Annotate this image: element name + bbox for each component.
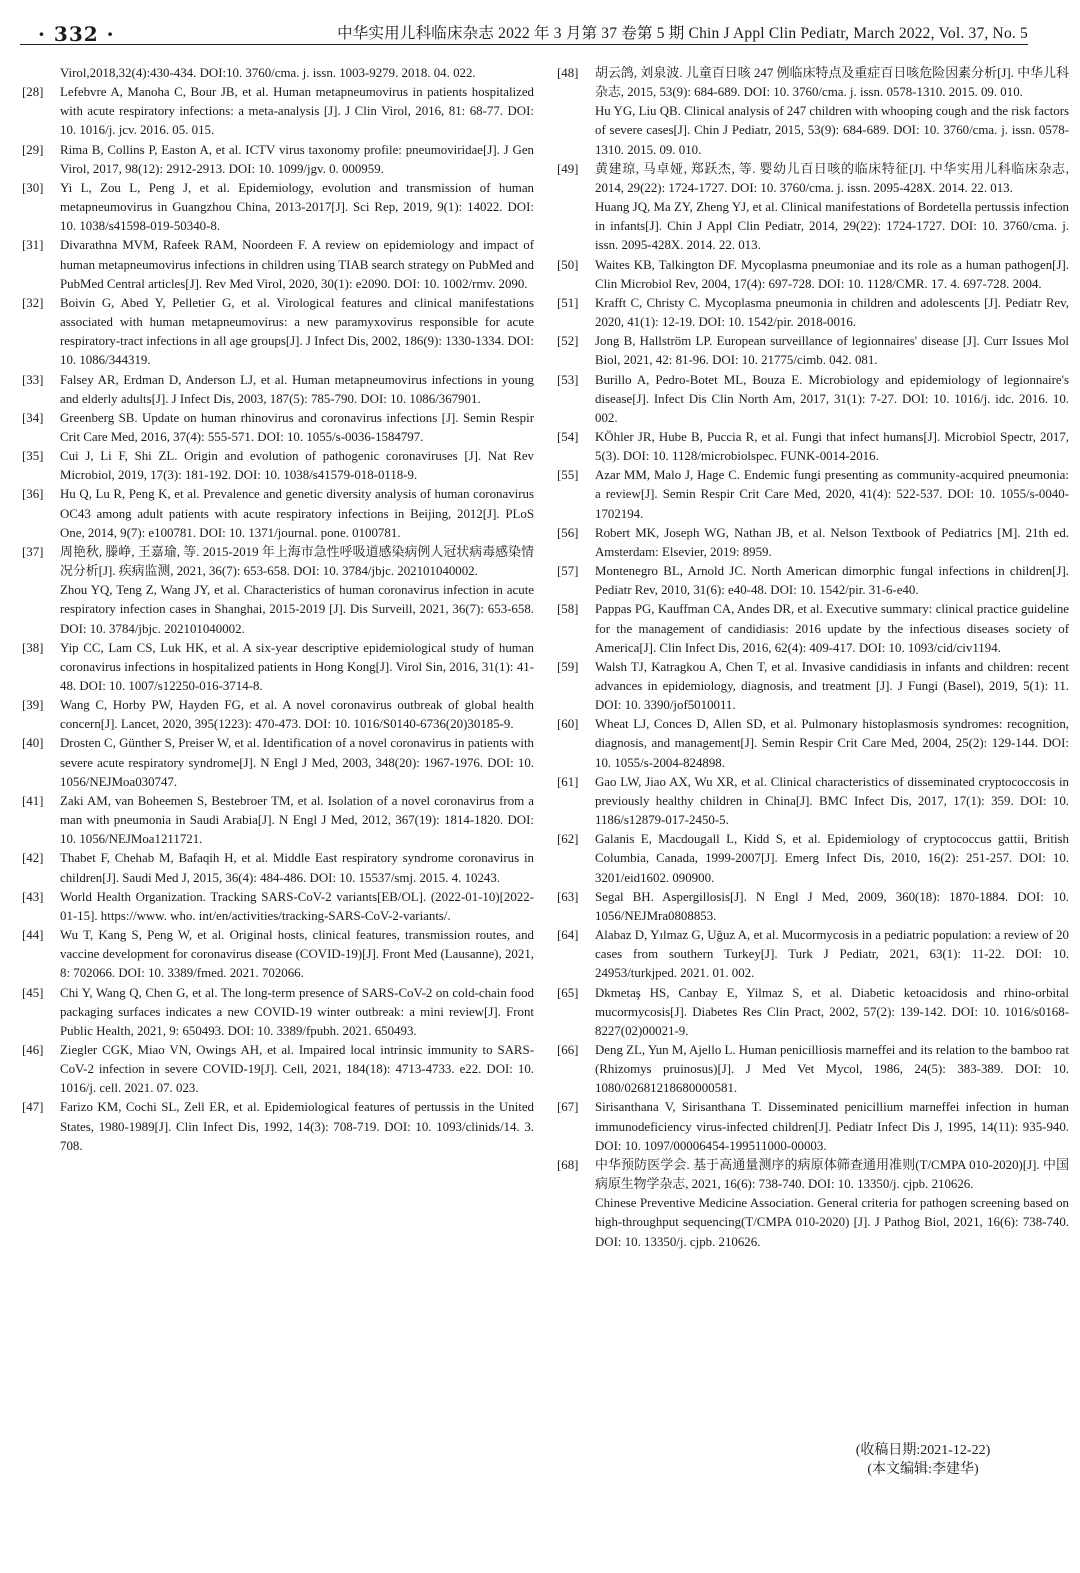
reference-number: [44] bbox=[22, 928, 44, 943]
reference-number: [30] bbox=[22, 180, 44, 195]
reference-number: [52] bbox=[557, 334, 579, 349]
reference-item bbox=[557, 1041, 1069, 1098]
reference-text: World Health Organization. Tracking SARS-CoV-2 variants[EB/OL]. (2022-01-10)[2022-01-15]. https://www. who. int/en/activities/tracking-SARS-CoV-2-variants/. bbox=[60, 889, 534, 923]
right-reference-list bbox=[557, 64, 1069, 1252]
left-column bbox=[22, 64, 534, 1156]
reference-item bbox=[557, 926, 1069, 983]
reference-item bbox=[557, 294, 1069, 332]
reference-text: Wang C, Horby PW, Hayden FG, et al. A novel coronavirus outbreak of global health concern[J]. Lancet, 2020, 395(1223): 470-473. DOI: 10. 1016/S0140-6736(20)30185-9. bbox=[60, 698, 534, 732]
reference-number: [62] bbox=[557, 832, 579, 847]
reference-text: Thabet F, Chehab M, Bafaqih H, et al. Middle East respiratory syndrome coronavirus in children[J]. Saudi Med J, 2015, 36(4): 484-486. DOI: 10. 15537/smj. 2015. 4. 10243. bbox=[60, 851, 534, 885]
reference-item bbox=[557, 773, 1069, 830]
reference-number: [60] bbox=[557, 717, 579, 732]
reference-text: Greenberg SB. Update on human rhinovirus and coronavirus infections [J]. Semin Respir Crit Care Med, 2016, 37(4): 555-571. DOI: 10. 1055/s-0036-1584797. bbox=[60, 410, 534, 444]
reference-translation: Zhou YQ, Teng Z, Wang JY, et al. Characteristics of human coronavirus infection in acute respiratory infection cases in Shanghai, 2015-2019 [J]. Dis Surveill, 2021, 36(7): 653-658. DOI: 10. 3784/jbjc. 202101040002. bbox=[60, 583, 534, 636]
reference-text: Walsh TJ, Katragkou A, Chen T, et al. Invasive candidiasis in infants and children: recent advances in epidemiology, diagnosis, and treatment [J]. J Fungi (Basel), 2019, 5(1): 11. DOI: 10. 3390/jof5010011. bbox=[595, 659, 1069, 713]
reference-item bbox=[557, 160, 1069, 198]
left-reference-list bbox=[22, 83, 534, 1156]
reference-number: [38] bbox=[22, 640, 44, 655]
reference-number: [55] bbox=[557, 468, 579, 483]
reference-item bbox=[557, 658, 1069, 715]
reference-number: [34] bbox=[22, 410, 44, 425]
reference-text: Sirisanthana V, Sirisanthana T. Disseminated penicillium marneffei infection in human immunodeficiency virus-infected children[J]. Pediatr Infect Dis J, 1995, 14(11): 935-940. DOI: 10. 1097/00006454-199511000-00003. bbox=[595, 1100, 1069, 1153]
reference-item bbox=[22, 179, 534, 236]
reference-item bbox=[557, 715, 1069, 772]
reference-text: Zaki AM, van Boheemen S, Bestebroer TM, et al. Isolation of a novel coronavirus from a man with pneumonia in Saudi Arabia[J]. N Engl J Med, 2012, 367(19): 1814-1820. DOI: 10. 1056/NEJMoa1211721. bbox=[60, 793, 534, 847]
reference-number: [35] bbox=[22, 449, 44, 464]
reference-item bbox=[557, 524, 1069, 562]
reference-number: [28] bbox=[22, 85, 44, 100]
reference-number: [56] bbox=[557, 525, 579, 540]
reference-item bbox=[557, 466, 1069, 523]
reference-text: Drosten C, Günther S, Preiser W, et al. Identification of a novel coronavirus in patients with severe acute respiratory syndrome[J]. N Engl J Med, 2003, 348(20): 1967-1976. DOI: 10. 1056/NEJMoa030747. bbox=[60, 736, 534, 789]
reference-item bbox=[557, 256, 1069, 294]
reference-item bbox=[557, 428, 1069, 466]
reference-item bbox=[22, 141, 534, 179]
reference-item bbox=[22, 485, 534, 542]
reference-text: Pappas PG, Kauffman CA, Andes DR, et al. Executive summary: clinical practice guideline for the management of candidiasis: 2016 update by the infectious diseases society of America[J]. Clin Infect Dis, 2016, 62(4): 409-417. DOI: 10. 1093/cid/civ1194. bbox=[595, 602, 1069, 655]
reference-item bbox=[557, 371, 1069, 428]
reference-text: Galanis E, Macdougall L, Kidd S, et al. Epidemiology of cryptococcus gattii, British Columbia, Canada, 1999-2007[J]. Emerg Infect Dis, 2010, 16(2): 251-257. DOI: 10. 3201/eid1602. 090900. bbox=[595, 832, 1069, 885]
reference-number: [53] bbox=[557, 372, 579, 387]
reference-text: Gao LW, Jiao AX, Wu XR, et al. Clinical characteristics of disseminated cryptococcosis in previously healthy children in China[J]. BMC Infect Dis, 2017, 17(1): 359. DOI: 10. 1186/s12879-017-2450-5. bbox=[595, 774, 1069, 828]
reference-number: [31] bbox=[22, 238, 44, 253]
reference-item bbox=[557, 64, 1069, 102]
reference-text: Robert MK, Joseph WG, Nathan JB, et al. Nelson Textbook of Pediatrics [M]. 21th ed. Amsterdam: Elsevier, 2019: 8959. bbox=[595, 525, 1069, 559]
reference-item bbox=[22, 734, 534, 791]
reference-text: Waites KB, Talkington DF. Mycoplasma pneumoniae and its role as a human pathogen[J]. Clin Microbiol Rev, 2004, 17(4): 697-728. DOI: 10. 1128/CMR. 17. 4. 697-728. 2004. bbox=[595, 257, 1069, 291]
reference-text: KÖhler JR, Hube B, Puccia R, et al. Fungi that infect humans[J]. Microbiol Spectr, 2017, 5(3). DOI: 10. 1128/microbiolspec. FUNK-0014-2016. bbox=[595, 429, 1069, 464]
reference-number: [32] bbox=[22, 295, 44, 310]
reference-text: Wu T, Kang S, Peng W, et al. Original hosts, clinical features, transmission routes, and vaccine development for coronavirus disease (COVID-19)[J]. Front Med (Lausanne), 2021, 8: 702066. DOI: 10. 3389/fmed. 2021. 702066. bbox=[60, 928, 534, 981]
reference-number: [68] bbox=[557, 1157, 579, 1172]
reference-text: Azar MM, Malo J, Hage C. Endemic fungi presenting as community-acquired pneumonia: a review[J]. Semin Respir Crit Care Med, 2020, 41(4): 522-537. DOI: 10. 1055/s-0040-1702194. bbox=[595, 468, 1069, 521]
reference-item bbox=[22, 294, 534, 371]
reference-text: Yi L, Zou L, Peng J, et al. Epidemiology, evolution and transmission of human metapneumovirus in Guangzhou China, 2013-2017[J]. Sci Rep, 2019, 9(1): 14022. DOI: 10. 1038/s41598-019-50340-8. bbox=[60, 180, 534, 234]
reference-text: Rima B, Collins P, Easton A, et al. ICTV virus taxonomy profile: pneumoviridae[J]. J Gen Virol, 2017, 98(12): 2912-2913. DOI: 10. 1099/jgv. 0. 000959. bbox=[60, 142, 534, 176]
reference-number: [39] bbox=[22, 698, 44, 713]
reference-text: Boivin G, Abed Y, Pelletier G, et al. Virological features and clinical manifestations associated with human metapneumovirus: a new paramyxovirus responsible for acute respiratory-tract infections in all age groups[J]. J Infect Dis, 2002, 186(9): 1330-1334. DOI: 10. 1086/344319. bbox=[60, 295, 534, 368]
reference-continuation: Virol,2018,32(4):430-434. DOI:10. 3760/cma. j. issn. 1003-9279. 2018. 04. 022. bbox=[60, 66, 476, 80]
reference-item bbox=[557, 1156, 1069, 1194]
reference-item bbox=[22, 849, 534, 887]
reference-number: [49] bbox=[557, 161, 579, 176]
reference-item bbox=[557, 1098, 1069, 1155]
reference-item bbox=[22, 888, 534, 926]
reference-number: [33] bbox=[22, 372, 44, 387]
reference-text: Hu Q, Lu R, Peng K, et al. Prevalence and genetic diversity analysis of human coronavirus OC43 among adult patients with acute respiratory infections in Beijing, 2012[J]. PLoS One, 2014, 9(7): e100781. DOI: 10. 1371/journal. pone. 0100781. bbox=[60, 487, 534, 540]
reference-number: [45] bbox=[22, 985, 44, 1000]
reference-number: [47] bbox=[22, 1100, 44, 1115]
reference-text: Krafft C, Christy C. Mycoplasma pneumonia in children and adolescents [J]. Pediatr Rev, 2020, 41(1): 12-19. DOI: 10. 1542/pir. 2018-0016. bbox=[595, 295, 1069, 330]
reference-number: [59] bbox=[557, 659, 579, 674]
reference-item bbox=[22, 696, 534, 734]
reference-item bbox=[557, 332, 1069, 370]
page-number: · 332 · bbox=[38, 22, 115, 46]
reference-number: [64] bbox=[557, 928, 579, 943]
reference-number: [50] bbox=[557, 257, 579, 272]
reference-text: Alabaz D, Yılmaz G, Uğuz A, et al. Mucormycosis in a pediatric population: a review of 20 cases from southern Turkey[J]. Turk J Pediatr, 2021, 63(1): 11-22. DOI: 10. 24953/turkjped. 2021. 01. 002. bbox=[595, 928, 1069, 981]
reference-text: 黄建琼, 马卓娅, 郑跃杰, 等. 婴幼儿百日咳的临床特征[J]. 中华实用儿科临床杂志, 2014, 29(22): 1724-1727. DOI: 10. 3760/cma. j. issn. 2095-428X. 2014. 22. 013. bbox=[595, 161, 1069, 195]
reference-number: [63] bbox=[557, 889, 579, 904]
reference-item bbox=[22, 83, 534, 140]
reference-text: Montenegro BL, Arnold JC. North American dimorphic fungal infections in children[J]. Pediatr Rev, 2010, 31(6): e40-48. DOI: 10. 1542/pir. 31-6-e40. bbox=[595, 564, 1069, 598]
article-footer bbox=[778, 1441, 1068, 1479]
reference-text: Burillo A, Pedro-Botet ML, Bouza E. Microbiology and epidemiology of legionnaire's disease[J]. Infect Dis Clin North Am, 2017, 31(1): 7-27. DOI: 10. 1016/j. idc. 2016. 10. 002. bbox=[595, 372, 1069, 425]
reference-text: Wheat LJ, Conces D, Allen SD, et al. Pulmonary histoplasmosis syndromes: recognition, diagnosis, and management[J]. Semin Respir Crit Care Med, 2004, 25(2): 129-144. DOI: 10. 1055/s-2004-824898. bbox=[595, 717, 1069, 770]
reference-number: [67] bbox=[557, 1100, 579, 1115]
reference-text: Farizo KM, Cochi SL, Zell ER, et al. Epidemiological features of pertussis in the United States, 1980-1989[J]. Clin Infect Dis, 1992, 14(3): 708-719. DOI: 10. 1093/clinids/14. 3. 708. bbox=[60, 1100, 534, 1153]
reference-item bbox=[22, 1041, 534, 1098]
reference-item bbox=[22, 371, 534, 409]
reference-number: [41] bbox=[22, 793, 44, 808]
reference-item bbox=[557, 562, 1069, 600]
reference-number: [46] bbox=[22, 1042, 44, 1057]
journal-title: 中华实用儿科临床杂志 2022 年 3 月第 37 卷第 5 期 Chin J Appl Clin Pediatr, March 2022, Vol. 37, No. 5 bbox=[337, 25, 1028, 42]
editor-note: (本文编辑:李建华) bbox=[867, 1462, 979, 1477]
reference-text: Divarathna MVM, Rafeek RAM, Noordeen F. A review on epidemiology and impact of human metapneumovirus infections in children using TIAB search strategy on PubMed and PubMed Central articles[J]. Rev Med Virol, 2020, 30(1): e2090. DOI: 10. 1002/rmv. 2090. bbox=[60, 238, 534, 291]
reference-text: Segal BH. Aspergillosis[J]. N Engl J Med, 2009, 360(18): 1870-1884. DOI: 10. 1056/NEJMra0808853. bbox=[595, 889, 1069, 923]
reference-translation: Hu YG, Liu QB. Clinical analysis of 247 children with whooping cough and the risk factors of severe cases[J]. Chin J Pediatr, 2015, 53(9): 684-689. DOI: 10. 3760/cma. j. issn. 0578-1310. 2015. 09. 010. bbox=[595, 104, 1069, 157]
reference-number: [29] bbox=[22, 142, 44, 157]
reference-text: Jong B, Hallström LP. European surveillance of legionnaires' disease [J]. Curr Issues Mol Biol, 2021, 42: 81-96. DOI: 10. 21775/cimb. 042. 081. bbox=[595, 334, 1069, 368]
reference-text: Falsey AR, Erdman D, Anderson LJ, et al. Human metapneumovirus infections in young and elderly adults[J]. J Infect Dis, 2003, 187(5): 785-790. DOI: 10. 1086/367901. bbox=[60, 372, 534, 406]
reference-number: [58] bbox=[557, 602, 579, 617]
reference-number: [61] bbox=[557, 774, 579, 789]
reference-number: [65] bbox=[557, 985, 579, 1000]
reference-number: [57] bbox=[557, 564, 579, 579]
reference-item bbox=[22, 409, 534, 447]
reference-item bbox=[22, 1098, 534, 1155]
reference-text: Chi Y, Wang Q, Chen G, et al. The long-term presence of SARS-CoV-2 on cold-chain food packaging surfaces indicates a new COVID-19 winter outbreak: a mini review[J]. Front Public Health, 2021, 9: 650493. DOI: 10. 3389/fpubh. 2021. 650493. bbox=[60, 985, 534, 1038]
reference-number: [42] bbox=[22, 851, 44, 866]
reference-text: Ziegler CGK, Miao VN, Owings AH, et al. Impaired local intrinsic immunity to SARS-CoV-2 infection in severe COVID-19[J]. Cell, 2021, 184(18): 4713-4733. e22. DOI: 10. 1016/j. cell. 2021. 07. 023. bbox=[60, 1042, 534, 1096]
reference-number: [66] bbox=[557, 1042, 579, 1057]
reference-text: Lefebvre A, Manoha C, Bour JB, et al. Human metapneumovirus in patients hospitalized with acute respiratory infections: a meta-analysis [J]. J Clin Virol, 2016, 81: 68-77. DOI: 10. 1016/j. jcv. 2016. 05. 015. bbox=[60, 85, 534, 138]
reference-number: [43] bbox=[22, 889, 44, 904]
reference-number: [54] bbox=[557, 429, 579, 444]
reference-item bbox=[22, 543, 534, 581]
reference-number: [40] bbox=[22, 736, 44, 751]
reference-item bbox=[22, 926, 534, 983]
reference-text: Cui J, Li F, Shi ZL. Origin and evolution of pathogenic coronaviruses [J]. Nat Rev Microbiol, 2019, 17(3): 181-192. DOI: 10. 1038/s41579-018-0118-9. bbox=[60, 449, 534, 483]
reference-text: 周艳秋, 滕峥, 王嘉瑜, 等. 2015-2019 年上海市急性呼吸道感染病例人冠状病毒感染情况分析[J]. 疾病监测, 2021, 36(7): 653-658. DOI: 10. 3784/jbjc. 202101040002. bbox=[60, 544, 534, 579]
reference-number: [48] bbox=[557, 66, 579, 80]
reference-item bbox=[557, 888, 1069, 926]
reference-translation: Chinese Preventive Medicine Association. General criteria for pathogen screening based on high-throughput sequencing(T/CMPA 010-2020) [J]. J Pathog Biol, 2021, 16(6): 738-740. DOI: 10. 13350/j. cjpb. 210626. bbox=[595, 1196, 1069, 1249]
received-date: (收稿日期:2021-12-22) bbox=[855, 1443, 991, 1458]
reference-text: Deng ZL, Yun M, Ajello L. Human penicilliosis marneffei and its relation to the bamboo rat (Rhizomys pruinosus)[J]. J Med Vet Mycol, 1986, 24(5): 383-389. DOI: 10. 1080/02681218680000581. bbox=[595, 1042, 1069, 1096]
reference-translation: Huang JQ, Ma ZY, Zheng YJ, et al. Clinical manifestations of Bordetella pertussis infection in infants[J]. Chin J Appl Clin Pediatr, 2014, 29(22): 1724-1727. DOI: 10. 3760/cma. j. issn. 2095-428X. 2014. 22. 013. bbox=[595, 200, 1069, 253]
reference-item bbox=[22, 236, 534, 293]
reference-item bbox=[557, 830, 1069, 887]
reference-text: Yip CC, Lam CS, Luk HK, et al. A six-year descriptive epidemiological study of human coronavirus infections in hospitalized patients in Hong Kong[J]. Virol Sin, 2016, 31(1): 41-48. DOI: 10. 1007/s12250-016-3714-8. bbox=[60, 640, 534, 693]
reference-item bbox=[22, 984, 534, 1041]
reference-item bbox=[22, 639, 534, 696]
page-header bbox=[20, 18, 1028, 45]
reference-item bbox=[557, 600, 1069, 657]
reference-text: 胡云鸽, 刘泉波. 儿童百日咳 247 例临床特点及重症百日咳危险因素分析[J]. 中华儿科杂志, 2015, 53(9): 684-689. DOI: 10. 3760/cma. j. issn. 0578-1310. 2015. 09. 010. bbox=[595, 66, 1069, 100]
reference-item bbox=[22, 447, 534, 485]
reference-number: [37] bbox=[22, 544, 44, 559]
reference-text: Dkmetaş HS, Canbay E, Yilmaz S, et al. Diabetic ketoacidosis and rhino-orbital mucormycosis[J]. Diabetes Res Clin Pract, 2002, 57(2): 139-142. DOI: 10. 1016/s0168-8227(02)00021-9. bbox=[595, 985, 1069, 1038]
reference-text: 中华预防医学会. 基于高通量测序的病原体筛查通用准则(T/CMPA 010-2020)[J]. 中国病原生物学杂志, 2021, 16(6): 738-740. DOI: 10. 13350/j. cjpb. 210626. bbox=[595, 1157, 1069, 1192]
right-column bbox=[557, 64, 1069, 1252]
reference-number: [51] bbox=[557, 295, 579, 310]
reference-item bbox=[557, 984, 1069, 1041]
reference-item bbox=[22, 792, 534, 849]
reference-number: [36] bbox=[22, 487, 44, 502]
